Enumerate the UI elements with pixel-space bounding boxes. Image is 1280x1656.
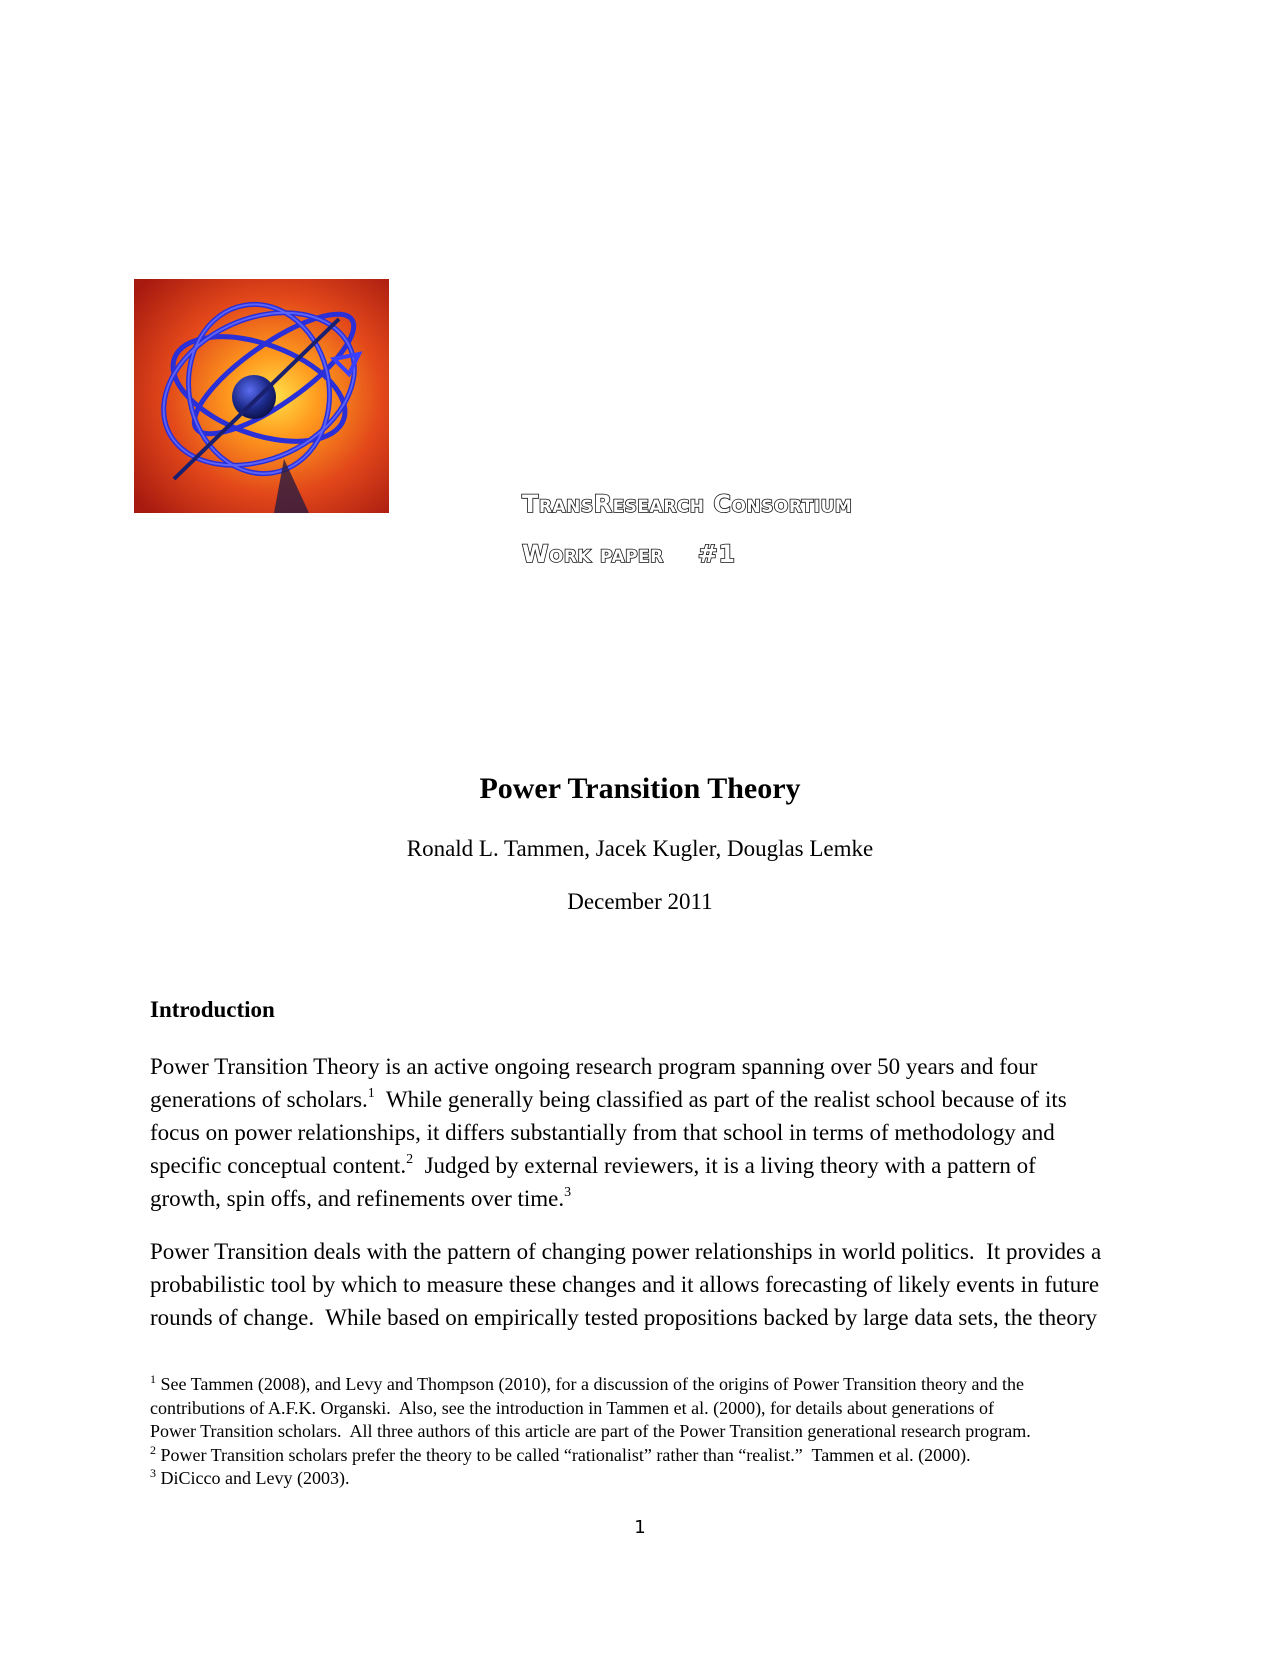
paper-date: December 2011 bbox=[567, 889, 713, 914]
footnote-ref-1[interactable]: 1 bbox=[367, 1086, 375, 1101]
footnotes bbox=[150, 1373, 1200, 1491]
paragraph-line: specific conceptual content.$^2$ Judged by external reviewers, it is a living theory with a pattern of bbox=[150, 1152, 1036, 1178]
paper-title: Power Transition Theory bbox=[479, 772, 801, 805]
armillary-sphere-icon bbox=[134, 279, 389, 513]
footnote-1-continued: Power Transition scholars. All three authors of this article are part of the Power Transition generational research program. bbox=[150, 1421, 1031, 1441]
paragraph-line: focus on power relationships, it differs substantially from that school in terms of methodology and bbox=[150, 1120, 1055, 1145]
paragraph-line: growth, spin offs, and refinements over time.$^3$ bbox=[150, 1185, 572, 1211]
consortium-name: TransResearch Consortium bbox=[522, 490, 853, 518]
footnote-ref-3[interactable]: 3 bbox=[564, 1185, 572, 1200]
footnote-ref-2[interactable]: 2 bbox=[406, 1152, 414, 1167]
introduction-paragraph-1 bbox=[150, 1050, 1190, 1215]
work-paper-label bbox=[522, 534, 852, 584]
paper-authors: Ronald L. Tammen, Jacek Kugler, Douglas Lemke bbox=[406, 836, 874, 861]
paragraph-line: probabilistic tool by which to measure these changes and it allows forecasting of likely events in future bbox=[150, 1272, 1100, 1297]
paragraph-line: Power Transition Theory is an active ongoing research program spanning over 50 years and four bbox=[150, 1054, 1038, 1079]
footnote-3: $^3$ DiCicco and Levy (2003). bbox=[150, 1466, 350, 1488]
footnote-1-continued: contributions of A.F.K. Organski. Also, see the introduction in Tammen et al. (2000), for details about generations of bbox=[150, 1397, 994, 1418]
series-heading bbox=[522, 484, 852, 584]
cover-armillary-sphere-image bbox=[134, 279, 389, 513]
paragraph-line: generations of scholars.$^1$ While generally being classified as part of the realist school because of its bbox=[150, 1086, 1067, 1112]
paragraph-line: Power Transition deals with the pattern of changing power relationships in world politics. It provides a bbox=[150, 1239, 1102, 1264]
introduction-paragraph-2 bbox=[150, 1235, 1190, 1334]
paragraph-line: rounds of change. While based on empirically tested propositions backed by large data sets, the theory bbox=[150, 1305, 1097, 1330]
work-paper-text: Work paper bbox=[522, 540, 664, 568]
footnote-1: $^1$ See Tammen (2008), and Levy and Thompson (2010), for a discussion of the origins of Power Transition theory and the bbox=[150, 1372, 1024, 1394]
footnote-2: $^2$ Power Transition scholars prefer the theory to be called “rationalist” rather than “realist.” Tammen et al. (2000). bbox=[150, 1442, 971, 1465]
section-heading-introduction: Introduction bbox=[150, 997, 275, 1022]
page-number: 1 bbox=[634, 1517, 646, 1538]
work-paper-number: #1 bbox=[697, 540, 736, 568]
